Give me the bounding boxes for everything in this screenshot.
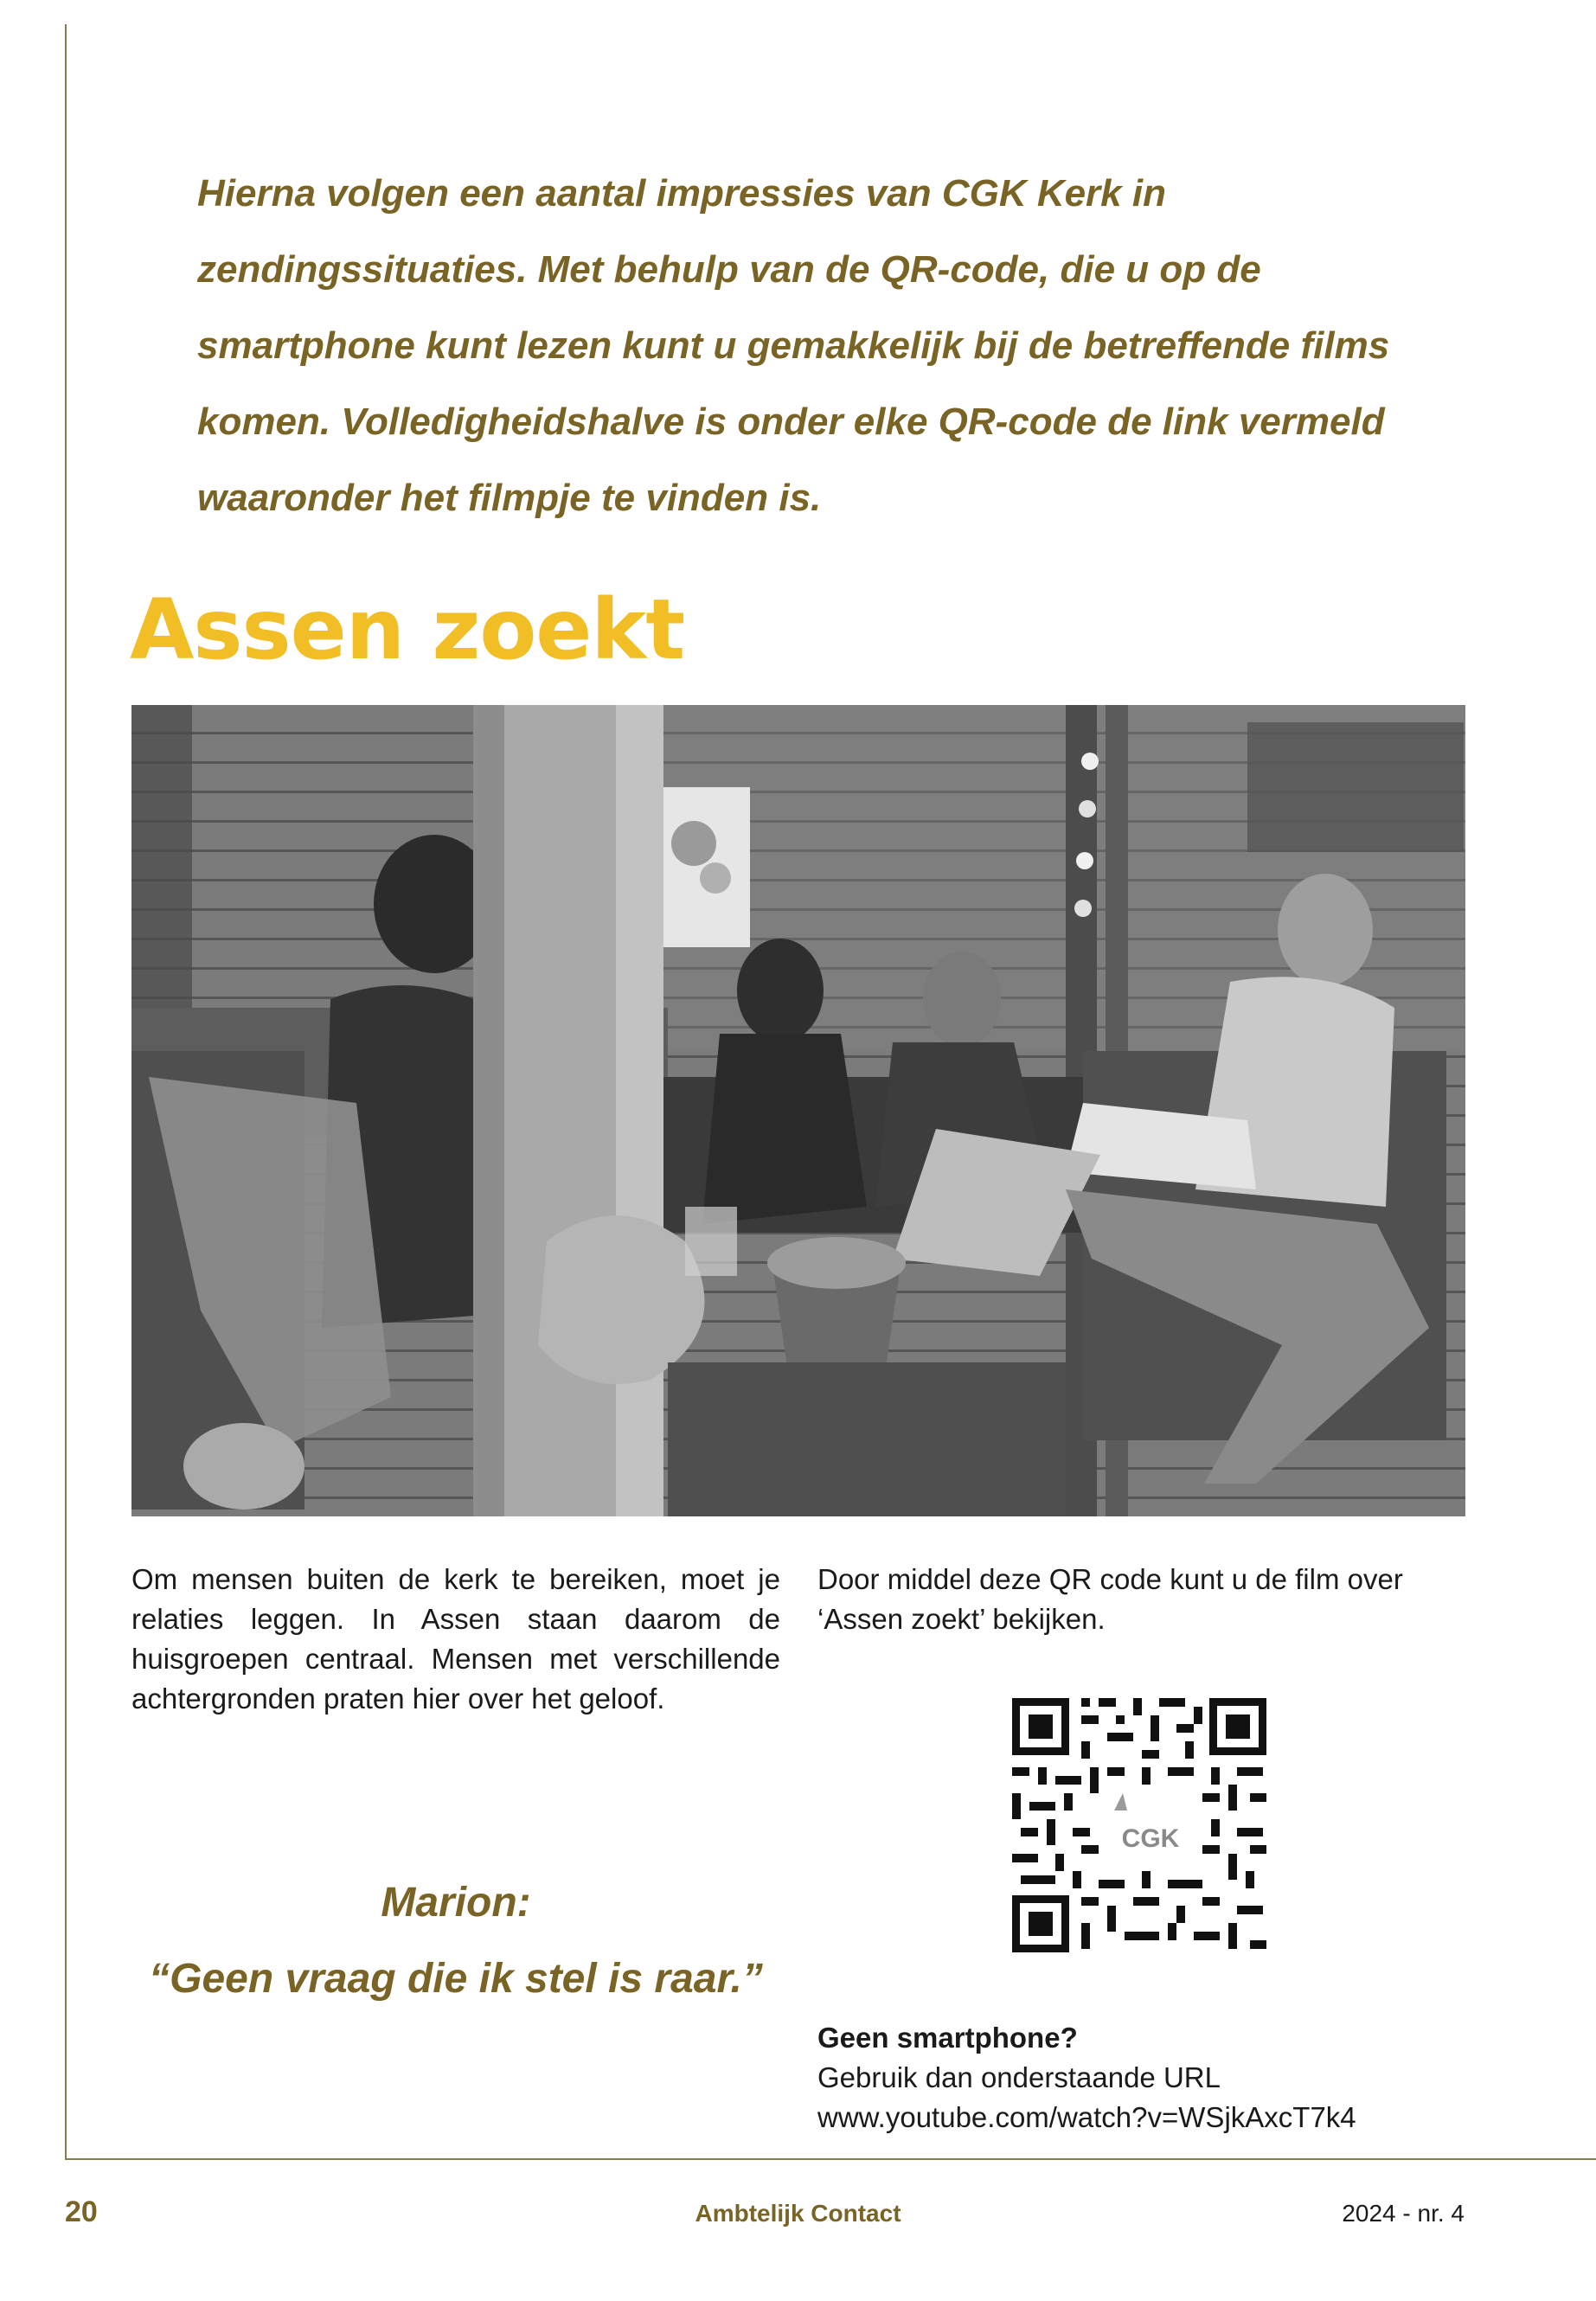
article-photo: [131, 705, 1465, 1516]
article-title: Assen zoekt: [130, 581, 685, 678]
no-smartphone-block: [817, 2018, 1509, 2138]
publication-name: Ambtelijk Contact: [695, 2200, 901, 2227]
no-smartphone-heading: Geen smartphone?: [817, 2022, 1078, 2054]
issue-number: 2024 - nr. 4: [1342, 2200, 1465, 2227]
left-margin-rule: [65, 24, 67, 2159]
article-body-left: Om mensen buiten de kerk te bereiken, moet je relaties leggen. In Assen staan daarom de huisgroepen centraal. Mensen met verschillende achtergronden praten hier over het geloof.: [131, 1563, 780, 1715]
qr-logo-text: CGK: [1121, 1824, 1180, 1853]
qr-code-icon[interactable]: [1012, 1698, 1266, 1952]
article-body-right: Door middel deze QR code kunt u de film over ‘Assen zoekt’ bekijken.: [817, 1563, 1403, 1635]
quote-text: “Geen vraag die ik stel is raar.”: [149, 1956, 763, 2002]
quote-speaker: Marion:: [381, 1880, 531, 1926]
video-url-link[interactable]: www.youtube.com/watch?v=WSjkAxcT7k4: [817, 2101, 1356, 2133]
no-smartphone-instruction: Gebruik dan onderstaande URL: [817, 2061, 1221, 2093]
page-number: 20: [65, 2195, 98, 2228]
footer-rule: [65, 2158, 1596, 2160]
intro-paragraph: Hierna volgen een aantal impressies van CGK Kerk in zendingssituaties. Met behulp van de QR-code, die u op de smartphone kunt lezen kunt u gemakkelijk bij de betreffende films komen. Volledigheidshalve is onder elke QR-code de link vermeld waaronder het filmpje te vinden is.: [197, 172, 1390, 519]
